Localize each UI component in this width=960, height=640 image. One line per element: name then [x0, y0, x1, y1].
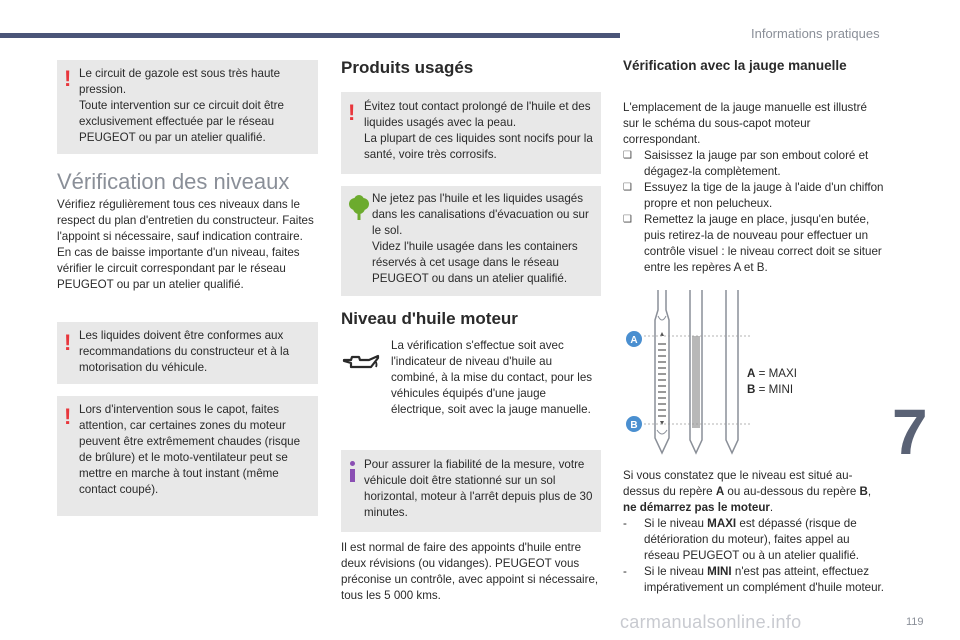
page-number: 119 — [906, 616, 924, 628]
niveau-constat: Si vous constatez que le niveau est situé au-dessus du repère A ou au-dessous du repère B, ne démarrez pas le moteur. — [623, 469, 872, 514]
info-icon — [350, 461, 355, 482]
info-note-box — [341, 450, 601, 532]
jauge-manuelle-title: Vérification avec la jauge manuelle — [623, 58, 847, 73]
warning-contact-line1: Évitez tout contact prolongé de l'huile et des liquides usagés avec la peau. — [364, 100, 591, 129]
info-note-text: Pour assurer la fiabilité de la mesure, votre véhicule doit être stationné sur un sol horizontal, moteur à l'arrêt depuis plus de 30 minutes. — [364, 458, 593, 519]
dipstick-illustration — [622, 288, 752, 458]
eco-note-line1: Ne jetez pas l'huile et les liquides usagés dans les canalisations d'évacuation ou sur le sol. — [372, 192, 589, 237]
jauge-instructions — [623, 100, 885, 276]
warning-icon: ! — [64, 404, 72, 429]
niveau-warning-text — [623, 468, 885, 596]
header-section-title: Informations pratiques — [751, 26, 880, 41]
section-title-niveaux: Vérification des niveaux — [57, 169, 290, 194]
jauge-step-1: ❑ Saisissez la jauge par son embout coloré et dégagez-la complètement. — [623, 148, 885, 180]
marker-a-label: A — [630, 335, 638, 346]
niveaux-intro-p1: Vérifiez régulièrement tous ces niveaux dans le respect du plan d'entretien du constructeur. Faites l'appoint si nécessaire, sauf indication contraire. — [57, 198, 314, 243]
legend-mini: B = MINI — [747, 383, 794, 396]
warning-gazole-box — [57, 60, 318, 154]
warning-icon: ! — [64, 330, 72, 355]
header-bar — [0, 33, 620, 38]
jauge-intro: L'emplacement de la jauge manuelle est illustré sur le schéma du sous-capot moteur correspondant. — [623, 101, 867, 146]
appoints-text: Il est normal de faire des appoints d'huile entre deux révisions (ou vidanges). PEUGEOT vous préconise un contrôle, avec appoint si nécessaire, tous les 5 000 kms. — [341, 541, 599, 602]
niveaux-intro-p2: En cas de baisse importante d'un niveau, faites vérifier le circuit correspondant par le réseau PEUGEOT ou par un atelier qualifié. — [57, 246, 300, 291]
warning-capot-box — [57, 396, 318, 516]
dipstick-legend — [747, 366, 827, 398]
legend-maxi: A = MAXI — [747, 367, 797, 380]
jauge-step-3: ❑ Remettez la jauge en place, jusqu'en butée, puis retirez-la de nouveau pour effectuer un contrôle visuel : le niveau correct doit se situer entre les repères A et B. — [623, 212, 885, 276]
warning-liquides-text: Les liquides doivent être conformes aux recommandations du constructeur et à la motorisation du véhicule. — [79, 329, 290, 374]
warning-gazole-line1: Le circuit de gazole est sous très haute pression. — [79, 67, 281, 96]
niveau-mini-item: - Si le niveau MINI n'est pas atteint, effectuez impérativement un complément d'huile moteur. — [623, 564, 885, 596]
watermark: carmanualsonline.info — [620, 612, 802, 632]
produits-usages-title: Produits usagés — [341, 58, 474, 77]
warning-capot-text: Lors d'intervention sous le capot, faites attention, car certaines zones du moteur peuvent être extrêmement chaudes (risque de brûlure) et le moto-ventilateur peut se mettre en marche à tout instant (même contact coupé). — [79, 403, 301, 496]
tree-eco-icon — [347, 195, 371, 221]
eco-note-line2: Videz l'huile usagée dans les containers réservés à cet usage dans le réseau PEUGEOT ou dans un atelier qualifié. — [372, 240, 578, 285]
jauge-step-2: ❑ Essuyez la tige de la jauge à l'aide d'un chiffon propre et non pelucheux. — [623, 180, 885, 212]
niveau-huile-text: La vérification s'effectue soit avec l'indicateur de niveau d'huile au combiné, à la mise du contact, pour les véhicules équipés d'une jauge électrique, soit avec la jauge manuelle. — [391, 339, 593, 416]
warning-contact-box — [341, 92, 601, 174]
marker-b-label: B — [630, 420, 638, 431]
chapter-number: 7 — [892, 396, 928, 468]
warning-gazole-line2: Toute intervention sur ce circuit doit être exclusivement effectuée par le réseau PEUGEOT ou par un atelier qualifié. — [79, 99, 284, 144]
niveau-maxi-item: - Si le niveau MAXI est dépassé (risque de détérioration du moteur), faites appel au réseau PEUGEOT ou à un atelier qualifié. — [623, 516, 885, 564]
warning-icon: ! — [348, 100, 356, 125]
warning-contact-line2: La plupart de ces liquides sont nocifs pour la santé, voire très corrosifs. — [364, 132, 593, 161]
niveau-huile-title: Niveau d'huile moteur — [341, 309, 518, 328]
oil-can-icon — [341, 352, 381, 374]
eco-note-box — [341, 186, 601, 296]
niveaux-intro — [57, 197, 319, 293]
warning-liquides-box — [57, 322, 318, 384]
warning-icon: ! — [64, 66, 72, 91]
